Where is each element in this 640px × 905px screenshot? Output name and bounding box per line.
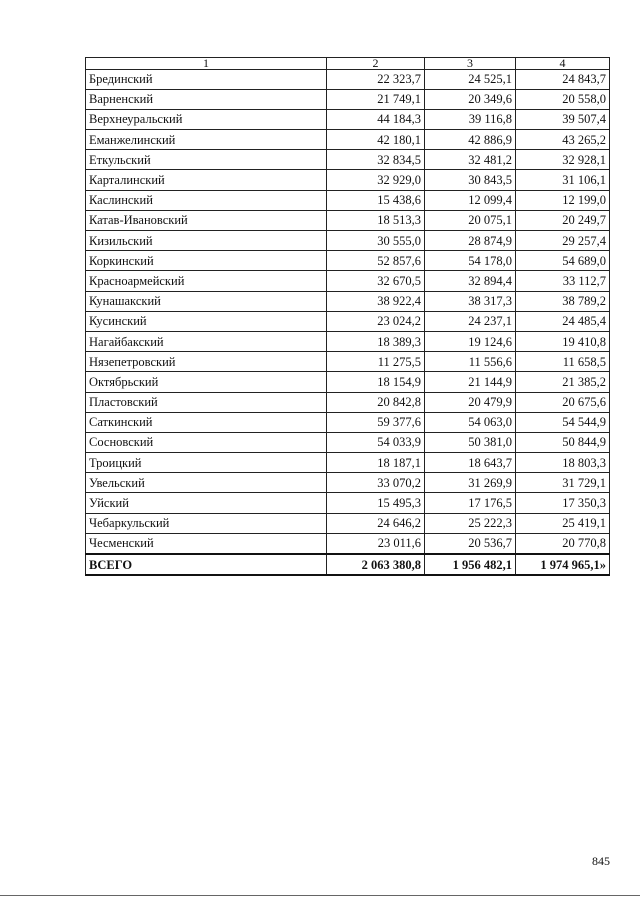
- table-row: [86, 291, 610, 311]
- value-cell: 11 658,5: [516, 352, 610, 372]
- value-cell: 21 144,9: [425, 372, 516, 392]
- district-name-cell: Саткинский: [86, 412, 327, 432]
- value-cell: 29 257,4: [516, 231, 610, 251]
- value-cell: 20 536,7: [425, 533, 516, 554]
- value-cell: 54 689,0: [516, 251, 610, 271]
- value-cell: 1 974 965,1»: [516, 554, 610, 575]
- district-name-cell: Карталинский: [86, 170, 327, 190]
- value-cell: 20 249,7: [516, 210, 610, 230]
- table-header-row: [86, 58, 610, 70]
- district-name-cell: Верхнеуральский: [86, 109, 327, 129]
- value-cell: 31 269,9: [425, 473, 516, 493]
- value-cell: 54 063,0: [425, 412, 516, 432]
- value-cell: 15 438,6: [327, 190, 425, 210]
- value-cell: 23 011,6: [327, 533, 425, 554]
- district-name-cell: Нагайбакский: [86, 331, 327, 351]
- district-name-cell: Еманжелинский: [86, 130, 327, 150]
- table-row: [86, 231, 610, 251]
- district-name-cell: Катав-Ивановский: [86, 210, 327, 230]
- district-name-cell: Еткульский: [86, 150, 327, 170]
- value-cell: 20 558,0: [516, 89, 610, 109]
- value-cell: 20 675,6: [516, 392, 610, 412]
- district-name-cell: Коркинский: [86, 251, 327, 271]
- district-name-cell: Пластовский: [86, 392, 327, 412]
- district-name-cell: Кусинский: [86, 311, 327, 331]
- header-col-4: 4: [516, 58, 610, 70]
- value-cell: 20 842,8: [327, 392, 425, 412]
- value-cell: 42 180,1: [327, 130, 425, 150]
- value-cell: 38 922,4: [327, 291, 425, 311]
- value-cell: 32 834,5: [327, 150, 425, 170]
- table-row: [86, 251, 610, 271]
- header-col-3: 3: [425, 58, 516, 70]
- district-name-cell: ВСЕГО: [86, 554, 327, 575]
- value-cell: 50 844,9: [516, 432, 610, 452]
- value-cell: 21 385,2: [516, 372, 610, 392]
- value-cell: 38 789,2: [516, 291, 610, 311]
- district-name-cell: Увельский: [86, 473, 327, 493]
- value-cell: 11 556,6: [425, 352, 516, 372]
- value-cell: 24 646,2: [327, 513, 425, 533]
- value-cell: 20 479,9: [425, 392, 516, 412]
- value-cell: 32 670,5: [327, 271, 425, 291]
- value-cell: 20 349,6: [425, 89, 516, 109]
- value-cell: 15 495,3: [327, 493, 425, 513]
- budget-table: [85, 57, 610, 576]
- district-name-cell: Чебаркульский: [86, 513, 327, 533]
- value-cell: 19 410,8: [516, 331, 610, 351]
- table-row: [86, 170, 610, 190]
- value-cell: 20 075,1: [425, 210, 516, 230]
- value-cell: 54 033,9: [327, 432, 425, 452]
- value-cell: 32 894,4: [425, 271, 516, 291]
- value-cell: 23 024,2: [327, 311, 425, 331]
- value-cell: 42 886,9: [425, 130, 516, 150]
- value-cell: 38 317,3: [425, 291, 516, 311]
- value-cell: 17 176,5: [425, 493, 516, 513]
- value-cell: 18 187,1: [327, 453, 425, 473]
- table-row: [86, 89, 610, 109]
- value-cell: 24 237,1: [425, 311, 516, 331]
- value-cell: 43 265,2: [516, 130, 610, 150]
- value-cell: 18 389,3: [327, 331, 425, 351]
- value-cell: 12 099,4: [425, 190, 516, 210]
- table-row: [86, 352, 610, 372]
- value-cell: 24 525,1: [425, 69, 516, 89]
- value-cell: 21 749,1: [327, 89, 425, 109]
- value-cell: 25 222,3: [425, 513, 516, 533]
- value-cell: 39 507,4: [516, 109, 610, 129]
- table-row: [86, 190, 610, 210]
- district-name-cell: Нязепетровский: [86, 352, 327, 372]
- table-row: [86, 109, 610, 129]
- value-cell: 54 178,0: [425, 251, 516, 271]
- value-cell: 1 956 482,1: [425, 554, 516, 575]
- value-cell: 18 803,3: [516, 453, 610, 473]
- value-cell: 32 928,1: [516, 150, 610, 170]
- bottom-divider: [0, 895, 640, 896]
- value-cell: 19 124,6: [425, 331, 516, 351]
- table-row: [86, 372, 610, 392]
- district-name-cell: Троицкий: [86, 453, 327, 473]
- value-cell: 32 929,0: [327, 170, 425, 190]
- value-cell: 24 485,4: [516, 311, 610, 331]
- district-name-cell: Варненский: [86, 89, 327, 109]
- value-cell: 18 643,7: [425, 453, 516, 473]
- value-cell: 25 419,1: [516, 513, 610, 533]
- value-cell: 30 555,0: [327, 231, 425, 251]
- value-cell: 11 275,5: [327, 352, 425, 372]
- table-row: [86, 473, 610, 493]
- value-cell: 30 843,5: [425, 170, 516, 190]
- value-cell: 31 729,1: [516, 473, 610, 493]
- value-cell: 52 857,6: [327, 251, 425, 271]
- value-cell: 50 381,0: [425, 432, 516, 452]
- total-row: [86, 554, 610, 575]
- district-name-cell: Каслинский: [86, 190, 327, 210]
- district-name-cell: Красноармейский: [86, 271, 327, 291]
- table-row: [86, 271, 610, 291]
- value-cell: 22 323,7: [327, 69, 425, 89]
- table-row: [86, 493, 610, 513]
- district-name-cell: Кунашакский: [86, 291, 327, 311]
- header-col-2: 2: [327, 58, 425, 70]
- district-name-cell: Кизильский: [86, 231, 327, 251]
- value-cell: 59 377,6: [327, 412, 425, 432]
- value-cell: 33 112,7: [516, 271, 610, 291]
- value-cell: 54 544,9: [516, 412, 610, 432]
- district-name-cell: Октябрьский: [86, 372, 327, 392]
- value-cell: 20 770,8: [516, 533, 610, 554]
- value-cell: 17 350,3: [516, 493, 610, 513]
- value-cell: 28 874,9: [425, 231, 516, 251]
- value-cell: 18 154,9: [327, 372, 425, 392]
- header-col-1: 1: [86, 58, 327, 70]
- table-row: [86, 69, 610, 89]
- table-row: [86, 453, 610, 473]
- district-name-cell: Уйский: [86, 493, 327, 513]
- table-row: [86, 331, 610, 351]
- value-cell: 33 070,2: [327, 473, 425, 493]
- district-name-cell: Брединский: [86, 69, 327, 89]
- page-number: 845: [592, 854, 610, 868]
- district-name-cell: Сосновский: [86, 432, 327, 452]
- value-cell: 39 116,8: [425, 109, 516, 129]
- value-cell: 24 843,7: [516, 69, 610, 89]
- table-row: [86, 311, 610, 331]
- value-cell: 44 184,3: [327, 109, 425, 129]
- table-row: [86, 392, 610, 412]
- district-name-cell: Чесменский: [86, 533, 327, 554]
- value-cell: 18 513,3: [327, 210, 425, 230]
- value-cell: 12 199,0: [516, 190, 610, 210]
- table-row: [86, 210, 610, 230]
- table-row: [86, 513, 610, 533]
- table-row: [86, 412, 610, 432]
- table-row: [86, 130, 610, 150]
- table-row: [86, 533, 610, 554]
- table-row: [86, 150, 610, 170]
- value-cell: 32 481,2: [425, 150, 516, 170]
- value-cell: 2 063 380,8: [327, 554, 425, 575]
- value-cell: 31 106,1: [516, 170, 610, 190]
- table-row: [86, 432, 610, 452]
